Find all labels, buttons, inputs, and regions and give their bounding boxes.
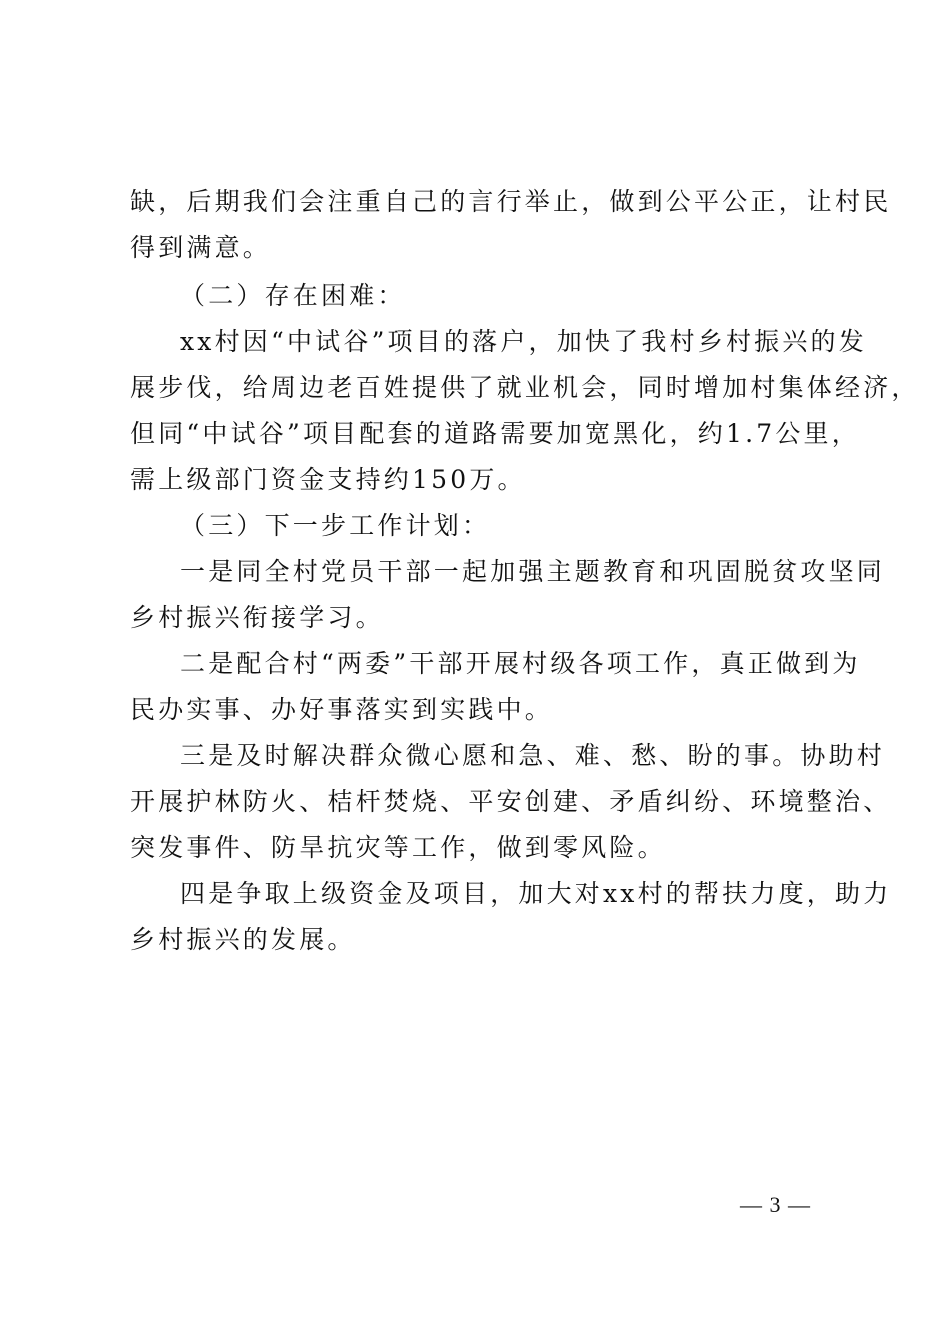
section-heading-next-plan: （三）下一步工作计划：: [180, 511, 491, 540]
body-text-line: 缺，后期我们会注重自己的言行举止，做到公平公正，让村民: [130, 187, 892, 216]
body-text-line: 三是及时解决群众微心愿和急、难、愁、盼的事。协助村: [180, 741, 886, 770]
body-text-line: 民办实事、办好事落实到实践中。: [130, 695, 554, 724]
body-text-line: 乡村振兴衔接学习。: [130, 603, 384, 632]
body-text-line: 二是配合村“两委”干部开展村级各项工作，真正做到为: [180, 649, 861, 678]
body-text-line: 展步伐，给周边老百姓提供了就业机会，同时增加村集体经济，: [130, 373, 920, 402]
body-text-line: 突发事件、防旱抗灾等工作，做到零风险。: [130, 833, 666, 862]
body-text-line: 得到满意。: [130, 233, 272, 262]
body-text-line: 但同“中试谷”项目配套的道路需要加宽黑化，约1.7公里，: [130, 419, 860, 448]
section-heading-difficulties: （二）存在困难：: [180, 281, 406, 310]
body-text-line: 四是争取上级资金及项目，加大对xx村的帮扶力度，助力: [180, 879, 892, 908]
body-text-line: 开展护林防火、桔杆焚烧、平安创建、矛盾纠纷、环境整治、: [130, 787, 892, 816]
body-text-line: xx村因“中试谷”项目的落户，加快了我村乡村振兴的发: [180, 327, 867, 356]
body-text-line: 一是同全村党员干部一起加强主题教育和巩固脱贫攻坚同: [180, 557, 886, 586]
page-number: — 3 —: [740, 1192, 811, 1217]
body-text-line: 乡村振兴的发展。: [130, 925, 356, 954]
body-text-line: 需上级部门资金支持约150万。: [130, 465, 526, 494]
